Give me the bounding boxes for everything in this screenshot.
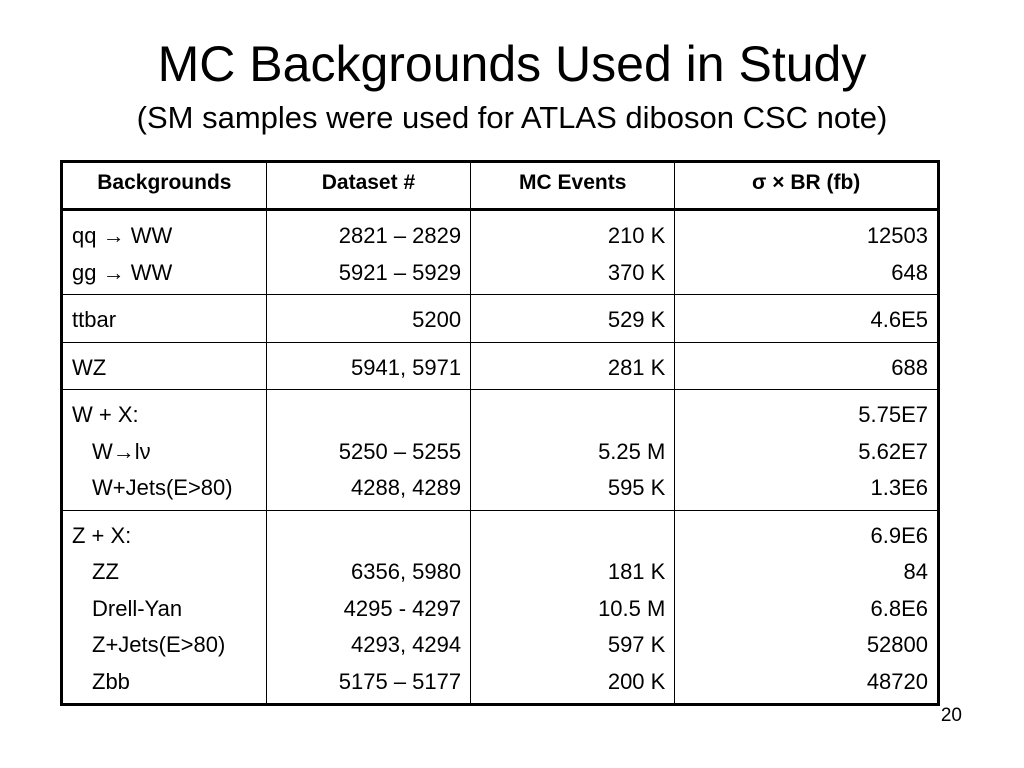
table-row-group-w-plus-x — [62, 390, 939, 511]
cell-events — [471, 390, 675, 511]
row-dataset: 5921 – 5929 — [338, 259, 462, 285]
row-dataset: 5941, 5971 — [351, 354, 462, 380]
row-dataset — [276, 397, 461, 434]
row-xsec: 12503 — [866, 223, 928, 248]
row-xsec: 5.75E7 — [858, 402, 928, 427]
table-header-row — [62, 162, 939, 210]
page-number: 20 — [940, 705, 962, 726]
row-name: W + X: — [72, 402, 139, 427]
cell-background — [62, 510, 267, 705]
cell-events — [471, 295, 675, 343]
cell-background — [62, 390, 267, 511]
row-events: 595 K — [607, 475, 666, 500]
cell-background — [62, 295, 267, 343]
row-name: gg → WW — [72, 259, 173, 285]
row-xsec: 6.8E6 — [870, 595, 928, 621]
cell-dataset — [266, 210, 470, 295]
table-row-group-z-plus-x — [62, 510, 939, 705]
row-xsec: 5.62E7 — [858, 438, 928, 464]
row-xsec: 52800 — [866, 632, 928, 657]
row-name: qq → WW — [72, 223, 173, 248]
row-events: 200 K — [607, 668, 666, 694]
row-dataset — [276, 518, 461, 555]
row-events — [480, 397, 665, 434]
header-backgrounds: Backgrounds — [62, 162, 267, 210]
cell-events — [471, 210, 675, 295]
row-xsec: 48720 — [866, 668, 928, 694]
cell-dataset — [266, 295, 470, 343]
row-events: 181 K — [607, 559, 666, 584]
row-name: ZZ — [92, 559, 119, 584]
cell-xsec — [675, 210, 939, 295]
cell-xsec — [675, 295, 939, 343]
cell-xsec — [675, 390, 939, 511]
cell-xsec — [675, 342, 939, 390]
row-events: 210 K — [607, 223, 666, 248]
row-dataset: 5200 — [412, 307, 462, 332]
table-row-group-ww — [62, 210, 939, 295]
row-name: WZ — [72, 354, 107, 380]
backgrounds-table — [60, 160, 940, 706]
row-xsec: 4.6E5 — [870, 307, 928, 332]
header-cross-section: σ × BR (fb) — [675, 162, 939, 210]
row-events: 10.5 M — [598, 595, 666, 621]
slide-title: MC Backgrounds Used in Study — [157, 36, 867, 92]
row-dataset: 5250 – 5255 — [338, 438, 462, 464]
table-row-group-wz — [62, 342, 939, 390]
row-name: Z+Jets(E>80) — [92, 632, 226, 657]
row-xsec: 1.3E6 — [870, 475, 928, 500]
header-mc-events: MC Events — [471, 162, 675, 210]
row-events: 5.25 M — [598, 438, 666, 464]
row-dataset: 4293, 4294 — [351, 632, 462, 657]
row-events: 597 K — [607, 632, 666, 657]
row-name: W+Jets(E>80) — [92, 475, 233, 500]
row-events: 281 K — [607, 354, 666, 380]
cell-dataset — [266, 342, 470, 390]
row-xsec: 688 — [891, 354, 928, 380]
row-name: W→lν — [92, 438, 151, 464]
row-events — [480, 518, 665, 555]
cell-xsec — [675, 510, 939, 705]
slide-subtitle: (SM samples were used for ATLAS diboson CSC note) — [136, 100, 888, 135]
row-name: Z + X: — [72, 522, 132, 548]
row-events: 529 K — [607, 307, 666, 332]
row-dataset: 6356, 5980 — [351, 559, 462, 584]
header-dataset: Dataset # — [266, 162, 470, 210]
row-dataset: 2821 – 2829 — [338, 223, 462, 248]
row-xsec: 6.9E6 — [870, 522, 928, 548]
cell-dataset — [266, 390, 470, 511]
table-row-group-ttbar — [62, 295, 939, 343]
row-events: 370 K — [607, 259, 666, 285]
row-name: ttbar — [72, 307, 117, 332]
row-name: Drell-Yan — [92, 595, 183, 621]
cell-events — [471, 342, 675, 390]
row-dataset: 5175 – 5177 — [338, 668, 462, 694]
row-dataset: 4288, 4289 — [351, 475, 462, 500]
row-xsec: 648 — [891, 259, 928, 285]
row-name: Zbb — [92, 668, 130, 694]
cell-background — [62, 342, 267, 390]
cell-background — [62, 210, 267, 295]
row-xsec: 84 — [903, 559, 928, 584]
cell-events — [471, 510, 675, 705]
cell-dataset — [266, 510, 470, 705]
row-dataset: 4295 - 4297 — [343, 595, 462, 621]
